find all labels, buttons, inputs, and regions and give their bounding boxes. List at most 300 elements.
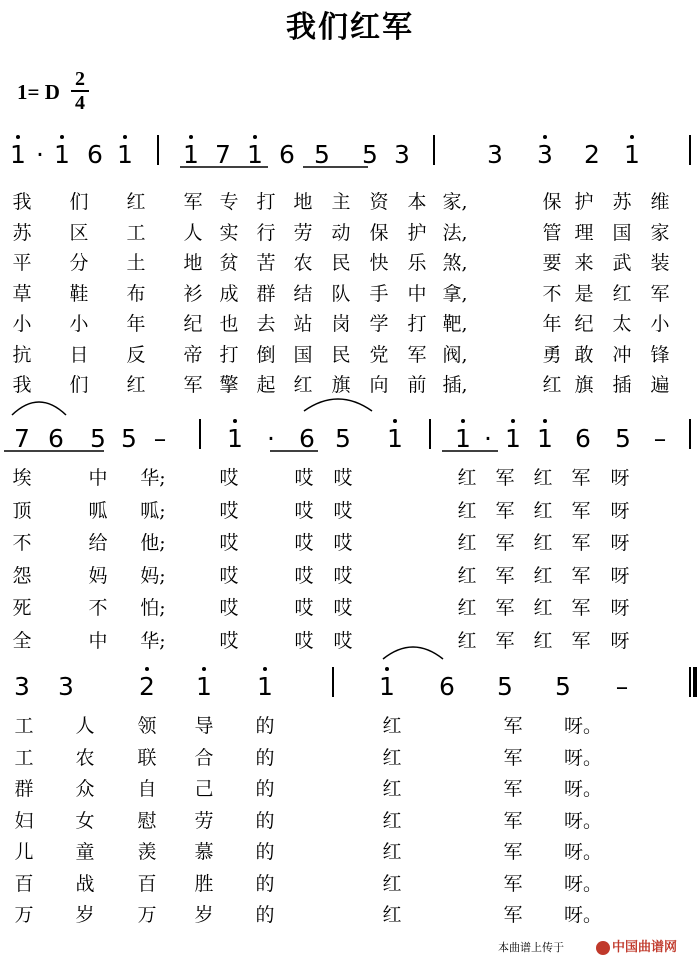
lyric-char: 领 [137,715,157,737]
lyric-char: 军 [503,904,523,926]
lyric-char: 红 [382,841,402,863]
lyric-line [0,309,700,339]
lyric-char: 我 [12,191,32,213]
lyric-char: 的 [255,778,275,800]
note: 5 [497,672,513,701]
note: 1 [247,140,263,169]
note: – [653,424,667,453]
lyric-char: 军 [495,499,515,522]
octave-dot [461,419,465,423]
lyric-char: 站 [293,313,313,335]
lyric-char: 队 [331,282,351,305]
lyric-line [0,528,700,558]
lyric-char: 靶, [442,313,468,335]
lyric-char: 的 [255,809,275,832]
lyric-char: 土 [126,252,146,274]
lyric-char: 阀, [442,343,468,366]
octave-dot [123,135,127,139]
lyric-char: 军 [503,872,523,895]
song-title: 我们红军 [286,10,414,45]
note: 2 [584,140,600,169]
lyric-char: 的 [255,715,275,737]
lyric-char: 工 [14,715,34,737]
lyric-char: 岁 [194,904,214,926]
lyric-char: 护 [574,191,594,213]
lyric-char: 中 [88,629,108,652]
lyric-char: 呀 [610,532,630,554]
lyric-char: 红 [457,597,477,619]
lyric-char: 冲 [612,343,632,366]
lyric-line [0,711,700,741]
upload-note: 本曲谱上传于 [498,941,564,954]
logo-mark-icon [596,941,610,955]
lyric-char: 国 [612,221,632,244]
lyric-char: 勇 [542,343,562,366]
lyric-line [0,837,700,867]
lyric-char: 向 [369,374,389,396]
lyric-char: 旗 [331,374,351,396]
note: 6 [279,140,295,169]
note: 6 [299,424,315,453]
key-signature: 1= D [17,80,60,104]
lyric-char: 军 [495,629,515,652]
lyric-char: 军 [495,467,515,489]
lyric-line [0,463,700,493]
note: 1 [183,140,199,169]
time-signature-bottom: 4 [75,92,85,114]
lyric-char: 不 [542,282,562,305]
lyric-char: 红 [126,374,146,396]
lyric-line [0,218,700,248]
lyric-char: 战 [75,872,95,895]
note: 3 [14,672,30,701]
lyric-char: 呀 [610,629,630,652]
lyric-char: 军 [495,532,515,554]
logo-text: 中国曲谱网 [612,940,678,955]
lyric-char: 遍 [650,374,670,396]
lyric-char: 众 [75,778,95,800]
lyric-char: 妈 [88,564,108,587]
lyric-char: 呀。 [563,904,603,926]
lyric-char: 哎 [219,564,239,587]
note: 1 [10,140,26,169]
lyric-char: 帝 [183,343,203,366]
lyric-char: 打 [256,191,276,213]
lyric-char: 红 [612,282,632,305]
lyric-char: 的 [255,872,275,895]
lyric-char: 实 [219,221,239,244]
lyric-char: 呀 [610,597,630,619]
lyric-char: 人 [75,715,95,737]
lyric-char: 农 [75,746,95,769]
octave-dot [253,135,257,139]
lyric-char: 军 [503,746,523,769]
lyric-char: 前 [407,374,427,396]
octave-dot [393,419,397,423]
lyric-char: 军 [571,532,591,554]
lyric-char: 保 [542,191,562,213]
lyric-char: 保 [369,221,389,244]
lyric-line [0,900,700,930]
lyric-char: 煞, [442,252,468,274]
lyric-char: 纪 [183,313,203,335]
lyric-char: 来 [574,252,594,274]
lyric-line [0,561,700,591]
note: · [36,140,44,169]
lyric-char: 给 [88,532,108,554]
lyric-char: 军 [571,499,591,522]
lyric-char: 行 [256,221,276,244]
lyric-char: 乐 [407,252,427,274]
lyric-char: 敢 [574,343,594,366]
lyric-char: 哎 [219,499,239,522]
lyric-char: 红 [382,809,402,832]
lyric-char: 呱 [88,499,108,522]
note: – [615,672,629,701]
slur [304,399,372,411]
lyric-char: 们 [69,191,89,213]
lyric-char: 慰 [137,809,157,832]
lyric-char: 哎 [333,532,353,554]
note: 6 [439,672,455,701]
lyric-char: 联 [137,746,157,769]
lyric-char: 插, [442,374,468,396]
lyric-char: 年 [542,313,562,335]
note: 1 [117,140,133,169]
lyric-char: 人 [183,221,203,244]
lyric-char: 鞋 [69,282,89,305]
lyric-line [0,496,700,526]
lyric-char: 插 [612,374,632,396]
lyric-char: 军 [503,841,523,863]
lyric-char: 红 [533,499,553,522]
lyric-char: 合 [194,746,214,769]
site-logo [596,936,677,955]
lyric-char: 儿 [14,841,34,863]
lyric-char: 胜 [194,872,214,895]
lyric-char: 布 [126,282,146,305]
note: 3 [58,672,74,701]
note: 2 [139,672,155,701]
lyric-line [0,279,700,309]
note: 1 [455,424,471,453]
lyric-char: 万 [14,904,34,926]
lyric-char: 军 [571,597,591,619]
lyric-char: 哎 [294,597,314,619]
lyric-char: 女 [75,809,95,832]
octave-dot [543,419,547,423]
lyric-char: 草 [12,282,32,305]
lyric-char: 地 [293,191,313,213]
lyric-char: 妇 [14,809,34,832]
lyric-char: 呀。 [563,841,603,863]
lyric-char: 导 [194,715,214,737]
lyric-char: 手 [369,282,389,305]
time-signature-top: 2 [75,68,85,90]
lyric-char: 哎 [333,467,353,489]
lyric-char: 哎 [333,564,353,587]
lyric-char: 成 [219,282,239,305]
lyric-char: 党 [369,343,389,366]
lyric-char: 慕 [194,841,214,863]
lyric-char: 武 [612,252,632,274]
lyric-char: 呀。 [563,746,603,769]
lyric-char: 自 [137,778,157,800]
lyric-line [0,626,700,656]
lyric-char: 区 [69,221,89,244]
lyric-char: 军 [571,629,591,652]
lyric-char: 岗 [331,313,351,335]
note: 1 [379,672,395,701]
lyric-char: 不 [88,597,108,619]
lyric-char: 哎 [294,564,314,587]
lyric-char: 哎 [294,467,314,489]
lyric-char: 军 [503,778,523,800]
lyric-char: 红 [382,872,402,895]
note: 1 [257,672,273,701]
lyric-char: 是 [574,282,594,305]
lyric-char: 哎 [219,597,239,619]
lyric-char: 军 [183,374,203,396]
lyric-char: 贫 [219,252,239,274]
lyric-char: 怕; [140,597,166,619]
lyric-char: 军 [407,343,427,366]
note: 5 [615,424,631,453]
lyric-char: 维 [650,191,670,213]
lyric-char: 军 [495,564,515,587]
lyric-char: 年 [126,313,146,335]
note: 3 [537,140,553,169]
lyric-char: 哎 [219,532,239,554]
lyric-char: 他; [140,532,166,554]
lyric-line [0,248,700,278]
lyric-char: 哎 [219,467,239,489]
slur [12,402,66,415]
note: 1 [537,424,553,453]
lyric-char: 呀 [610,499,630,522]
lyric-char: 快 [369,252,389,274]
lyric-char: 擎 [219,374,239,396]
note: 5 [335,424,351,453]
octave-dot [16,135,20,139]
lyric-char: 们 [69,374,89,396]
lyric-char: 红 [382,715,402,737]
note: 7 [14,424,30,453]
lyric-line [0,743,700,773]
lyric-char: 怨 [12,564,32,587]
lyric-char: 家 [650,221,670,244]
lyric-char: 倒 [256,343,276,366]
lyric-char: 军 [571,564,591,587]
lyric-line [0,806,700,836]
lyric-char: 管 [542,221,562,244]
lyric-char: 己 [194,778,214,800]
octave-dot [233,419,237,423]
lyric-char: 中 [407,282,427,305]
lyric-char: 红 [457,629,477,652]
lyric-char: 死 [12,597,32,619]
lyric-char: 主 [331,191,351,213]
octave-dot [60,135,64,139]
lyric-char: 衫 [183,282,203,305]
lyric-char: 动 [331,221,351,244]
lyric-char: 哎 [294,499,314,522]
lyric-char: 纪 [574,313,594,335]
lyric-char: 呀。 [563,715,603,737]
lyric-char: 呀 [610,467,630,489]
lyric-char: 苦 [256,252,276,274]
lyric-char: 反 [126,343,146,366]
lyric-char: 起 [256,374,276,396]
lyric-char: 红 [293,374,313,396]
lyric-char: 我 [12,374,32,396]
lyric-char: 的 [255,904,275,926]
lyric-char: 呀。 [563,872,603,895]
lyric-char: 小 [12,313,32,335]
lyric-char: 哎 [219,629,239,652]
lyric-char: 民 [331,343,351,366]
lyric-char: 劳 [293,221,313,244]
note: 5 [362,140,378,169]
lyric-char: 平 [12,252,32,274]
lyric-char: 红 [382,746,402,769]
lyric-char: 万 [137,904,157,926]
lyric-char: 百 [14,872,34,895]
lyric-char: 百 [137,872,157,895]
lyric-char: 军 [650,282,670,305]
lyric-char: 华; [140,467,166,489]
lyric-char: 资 [369,191,389,213]
octave-dot [189,135,193,139]
lyric-line [0,370,700,400]
lyric-char: 打 [219,343,239,366]
lyric-char: 也 [219,313,239,335]
lyric-char: 红 [457,564,477,587]
lyric-line [0,869,700,899]
lyric-char: 埃 [12,467,32,489]
note: 7 [215,140,231,169]
note: 1 [387,424,403,453]
lyric-char: 军 [183,191,203,213]
lyric-char: 理 [574,221,594,244]
lyric-char: 工 [126,221,146,244]
octave-dot [202,667,206,671]
octave-dot [263,667,267,671]
lyric-char: 哎 [333,499,353,522]
lyric-char: 红 [533,597,553,619]
lyric-char: 国 [293,343,313,366]
lyric-char: 羡 [137,841,157,863]
lyric-char: 锋 [650,343,670,366]
lyric-char: 红 [457,532,477,554]
lyric-char: 顶 [12,499,32,522]
lyric-char: 红 [533,564,553,587]
octave-dot [511,419,515,423]
lyric-char: 呀。 [563,778,603,800]
lyric-char: 装 [650,252,670,274]
lyric-char: 军 [571,467,591,489]
lyric-char: 童 [75,841,95,863]
note: 3 [487,140,503,169]
note: 6 [575,424,591,453]
note: 5 [90,424,106,453]
lyric-char: 结 [293,282,313,305]
lyric-char: 苏 [12,221,32,244]
note: 5 [314,140,330,169]
lyric-char: 红 [126,191,146,213]
lyric-char: 的 [255,746,275,769]
lyric-char: 红 [457,467,477,489]
lyric-line [0,593,700,623]
lyric-char: 群 [256,282,276,305]
lyric-char: 民 [331,252,351,274]
note: 3 [394,140,410,169]
note: 1 [505,424,521,453]
lyric-char: 不 [12,532,32,554]
lyric-char: 小 [69,313,89,335]
lyric-char: 日 [69,343,89,366]
lyric-char: 华; [140,629,166,652]
lyric-char: 本 [407,191,427,213]
lyric-char: 军 [503,809,523,832]
lyric-char: 农 [293,252,313,274]
lyric-char: 红 [382,778,402,800]
lyric-char: 红 [542,374,562,396]
lyric-char: 旗 [574,374,594,396]
lyric-char: 工 [14,746,34,769]
lyric-char: 要 [542,252,562,274]
note: · [267,424,275,453]
octave-dot [385,667,389,671]
lyric-char: 抗 [12,343,32,366]
note: 5 [121,424,137,453]
note: – [153,424,167,453]
lyric-char: 妈; [140,564,166,587]
lyric-char: 呀 [610,564,630,587]
lyric-char: 地 [183,252,203,274]
lyric-char: 的 [255,841,275,863]
lyric-char: 苏 [612,191,632,213]
lyric-char: 呀。 [563,809,603,832]
lyric-char: 群 [14,778,34,800]
note: 6 [87,140,103,169]
lyric-line [0,340,700,370]
lyric-char: 护 [407,221,427,244]
lyric-char: 法, [442,221,468,244]
lyric-char: 哎 [294,532,314,554]
lyric-char: 红 [457,499,477,522]
lyric-char: 全 [12,629,32,652]
lyric-char: 呱; [140,499,166,522]
lyric-char: 哎 [333,597,353,619]
lyric-char: 小 [650,313,670,335]
lyric-line [0,774,700,804]
lyric-char: 红 [533,532,553,554]
lyric-char: 学 [369,313,389,335]
lyric-char: 哎 [333,629,353,652]
lyric-char: 拿, [442,282,468,305]
note: 1 [624,140,640,169]
lyric-char: 军 [495,597,515,619]
note: 5 [555,672,571,701]
octave-dot [145,667,149,671]
lyric-line [0,187,700,217]
lyric-char: 劳 [194,809,214,832]
lyric-char: 军 [503,715,523,737]
lyric-char: 打 [407,313,427,335]
lyric-char: 专 [219,191,239,213]
note: 1 [227,424,243,453]
